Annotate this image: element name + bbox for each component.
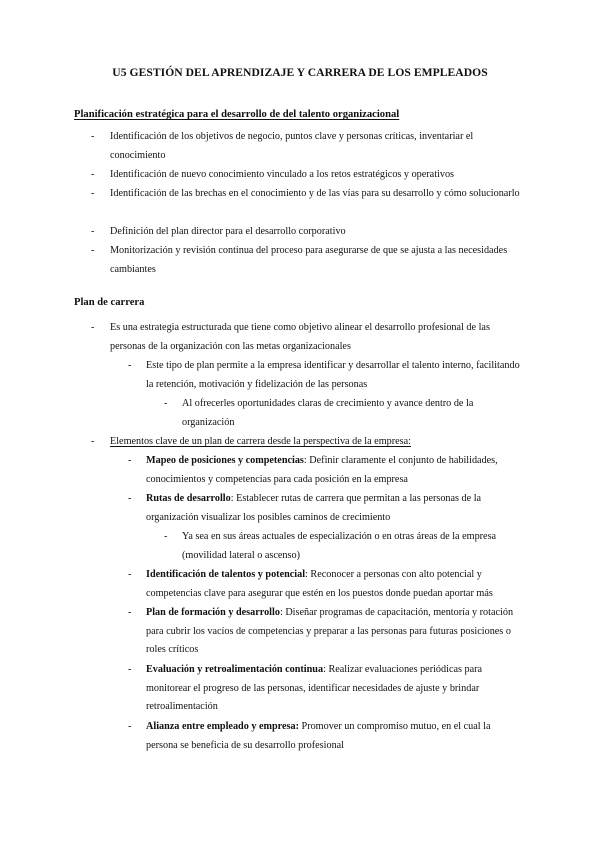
list-item xyxy=(128,490,520,527)
item-description: Reconocer a personas con alto potencial y competencias clave para asegurar que estén en los puestos donde puedan aportar más xyxy=(146,569,493,599)
list-item-text: Ya sea en sus áreas actuales de especialización o en otras áreas de la empresa (movilidad lateral o ascenso) xyxy=(182,531,497,561)
item-separator: : xyxy=(230,493,237,504)
bullet-dash: - xyxy=(91,131,95,142)
list-item-text: Definición del plan director para el desarrollo corporativo xyxy=(110,226,346,237)
list-item-text xyxy=(146,661,520,717)
bullet-dash: - xyxy=(91,436,95,447)
list-item xyxy=(91,185,520,204)
list-item xyxy=(128,566,520,603)
bullet-dash: - xyxy=(91,322,95,333)
item-term: Rutas de desarrollo xyxy=(146,493,231,504)
bullet-dash: - xyxy=(91,169,95,180)
bullet-dash: - xyxy=(91,188,95,199)
list-item xyxy=(91,319,520,356)
list-item-text xyxy=(146,604,520,660)
bullet-dash: - xyxy=(128,664,132,675)
list-item xyxy=(91,223,520,242)
list-item xyxy=(128,718,520,755)
item-description: Diseñar programas de capacitación, mentoría y rotación para cubrir los vacíos de competencias y preparar a las personas para futuras posiciones o roles críticos xyxy=(146,607,514,656)
bullet-dash: - xyxy=(164,398,168,409)
item-description: Definir claramente el conjunto de habilidades, conocimientos y competencias para cada posición en la empresa xyxy=(146,455,498,485)
item-term: Mapeo de posiciones y competencias xyxy=(146,455,304,466)
bullet-dash: - xyxy=(91,226,95,237)
list-item-text: Identificación de nuevo conocimiento vinculado a los retos estratégicos y operativos xyxy=(110,169,455,180)
list-item xyxy=(164,528,520,565)
item-separator: : xyxy=(279,607,286,618)
list-item-text xyxy=(146,566,520,603)
item-description: Establecer rutas de carrera que permitan a las personas de la organización visualizar los posibles caminos de crecimiento xyxy=(146,493,482,523)
list-item xyxy=(91,128,520,165)
bullet-dash: - xyxy=(128,569,132,580)
elements-heading: Elementos clave de un plan de carrera desde la perspectiva de la empresa: xyxy=(110,436,411,447)
list-item-text xyxy=(146,452,520,489)
list-item xyxy=(128,661,520,717)
list-item xyxy=(128,452,520,489)
list-item xyxy=(164,395,520,432)
item-separator: : xyxy=(303,455,310,466)
list-item-text: Identificación de los objetivos de negocio, puntos clave y personas críticas, inventariar el conocimiento xyxy=(110,131,474,161)
list-item-text: Este tipo de plan permite a la empresa identificar y desarrollar el talento interno, facilitando la retención, motivación y fidelización de las personas xyxy=(146,360,520,390)
bullet-dash: - xyxy=(128,493,132,504)
section-heading-planificacion: Planificación estratégica para el desarrollo de del talento organizacional xyxy=(74,109,400,120)
item-separator: : xyxy=(323,664,329,675)
bullet-dash: - xyxy=(128,455,132,466)
list-item xyxy=(91,166,520,185)
list-item-text: Identificación de las brechas en el conocimiento y de las vías para su desarrollo y cómo solucionarlo xyxy=(110,188,520,199)
item-term: Identificación de talentos y potencial xyxy=(146,569,306,580)
bullet-dash: - xyxy=(91,245,95,256)
bullet-dash: - xyxy=(128,607,132,618)
item-separator: : xyxy=(305,569,311,580)
list-item-text: Al ofrecerles oportunidades claras de crecimiento y avance dentro de la organización xyxy=(182,398,474,428)
list-item xyxy=(128,357,520,394)
list-item-text: Monitorización y revisión continua del proceso para asegurarse de que se ajusta a las necesidades cambiantes xyxy=(110,245,508,275)
document-title: U5 GESTIÓN DEL APRENDIZAJE Y CARRERA DE LOS EMPLEADOS xyxy=(112,66,488,79)
item-term: Plan de formación y desarrollo xyxy=(146,607,280,618)
list-item-text xyxy=(146,490,520,527)
item-term: Evaluación y retroalimentación continua xyxy=(146,664,324,675)
item-term: Alianza entre empleado y empresa: xyxy=(146,721,299,732)
list-item-text: Es una estrategia estructurada que tiene como objetivo alinear el desarrollo profesional de las personas de la organización con las metas organizacionales xyxy=(110,322,490,352)
bullet-dash: - xyxy=(128,360,132,371)
list-item xyxy=(91,433,520,452)
bullet-dash: - xyxy=(128,721,132,732)
item-description: Realizar evaluaciones periódicas para monitorear el progreso de las personas, identificar necesidades de ajuste y brindar retroalimentación xyxy=(146,664,483,713)
list-item xyxy=(91,242,520,279)
list-item xyxy=(128,604,520,660)
item-description: Promover un compromiso mutuo, en el cual la persona se beneficia de su desarrollo profesional xyxy=(146,721,491,751)
list-item-text xyxy=(146,718,520,755)
bullet-dash: - xyxy=(164,531,168,542)
section-heading-plan-de-carrera: Plan de carrera xyxy=(74,297,145,308)
